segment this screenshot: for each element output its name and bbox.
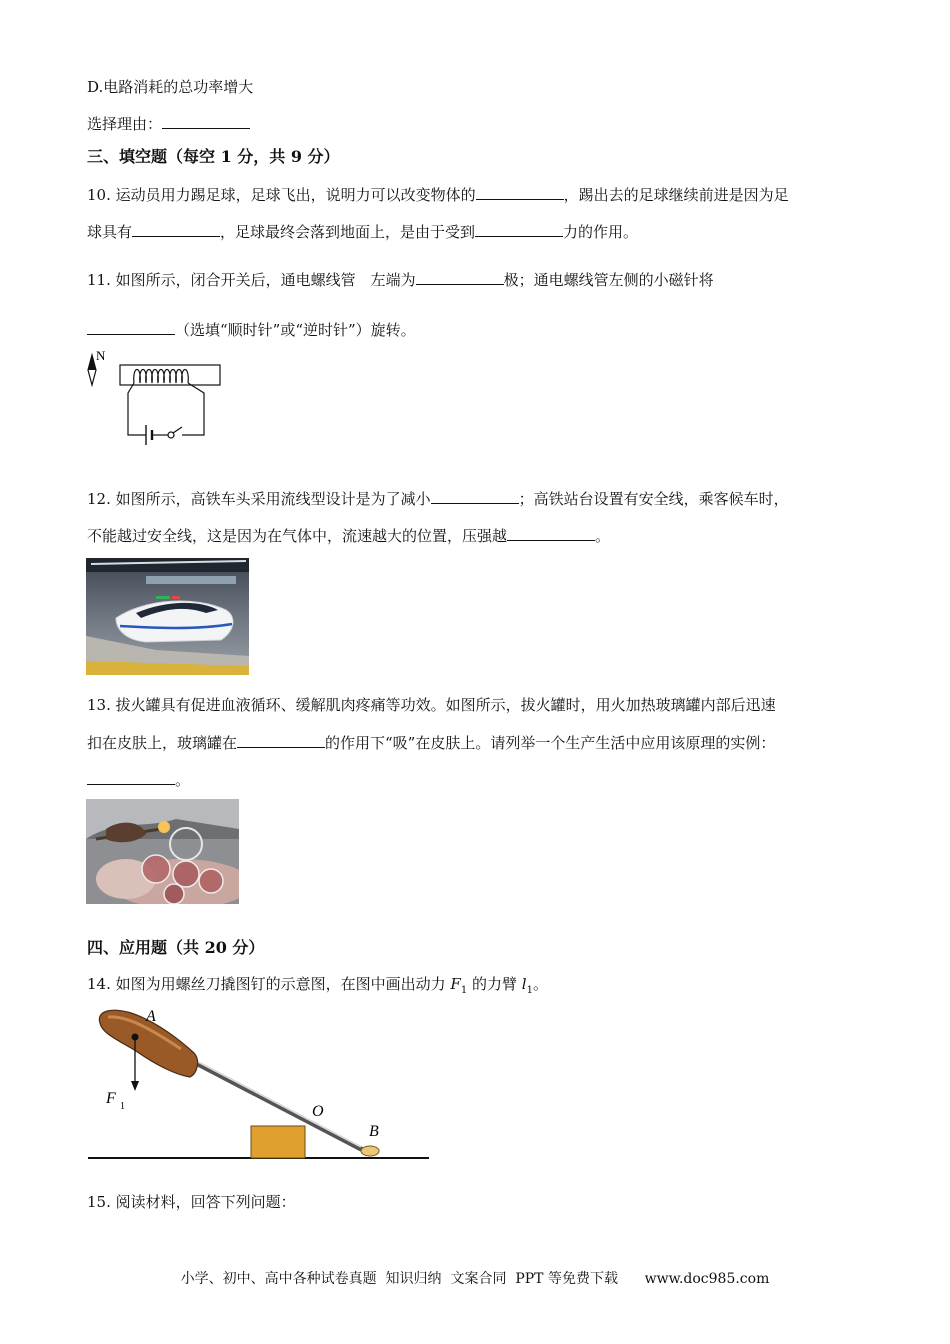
high-speed-train-photo	[86, 558, 249, 675]
section4-title: 四、应用题（共 20 分）	[87, 938, 265, 957]
q12-line2	[87, 524, 610, 547]
wire-left	[128, 383, 146, 435]
reason-blank[interactable]	[162, 112, 250, 129]
section3-title: 三、填空题（每空 1 分，共 9 分）	[87, 147, 340, 166]
screwdriver-lever-figure	[86, 1003, 431, 1163]
q13-blank2[interactable]	[87, 768, 175, 785]
q12-text1: 12. 如图所示，高铁车头采用流线型设计是为了减小	[87, 490, 431, 508]
switch-lever[interactable]	[173, 427, 182, 433]
q11-blank1[interactable]	[416, 268, 504, 285]
q13-blank1[interactable]	[237, 731, 325, 748]
solenoid-circuit-figure	[84, 345, 229, 450]
label-a: A	[146, 1008, 156, 1025]
q11-text2: 极；通电螺线管左侧的小磁针将	[503, 271, 714, 289]
option-d: D.电路消耗的总功率增大	[87, 78, 254, 96]
q10-text5: 力的作用。	[563, 223, 639, 241]
needle-n-label: N	[96, 348, 106, 363]
q14-force-sub: 1	[460, 985, 468, 996]
compass-needle-north	[88, 355, 96, 370]
q13-line2	[87, 731, 775, 754]
reason-label: 选择理由：	[87, 115, 163, 133]
q11-blank2[interactable]	[87, 318, 175, 335]
q10-blank1[interactable]	[476, 183, 564, 200]
cupping-therapy-photo	[86, 799, 239, 904]
q11-text3: （选填“顺时针”或“逆时针”）旋转。	[175, 321, 416, 339]
q13-line1: 13. 拔火罐具有促进血液循环、缓解肌肉疼痛等功效。如图所示，拔火罐时，用火加热玻璃罐内部后迅速	[87, 696, 776, 714]
support-block	[251, 1126, 305, 1158]
q12-text4: 。	[595, 527, 611, 545]
q10-text2: ，踢出去的足球继续前进是因为足	[563, 186, 789, 204]
solenoid-coil	[134, 370, 189, 384]
q12-blank2[interactable]	[507, 524, 595, 541]
reason-line	[87, 112, 250, 135]
q14-text3: 。	[532, 975, 548, 993]
force-arrow-head	[131, 1081, 139, 1091]
q12-blank1[interactable]	[431, 487, 519, 504]
q10-text4: ，足球最终会落到地面上，是由于受到	[220, 223, 476, 241]
label-f1: F	[106, 1090, 116, 1107]
q10-line2	[87, 220, 638, 243]
q13-text2: 扣在皮肤上，玻璃罐在	[87, 734, 238, 752]
label-o: O	[312, 1103, 324, 1120]
q10-blank3[interactable]	[475, 220, 563, 237]
wire-right	[182, 383, 204, 435]
q10-text3: 球具有	[87, 223, 133, 241]
q13-text4: 。	[175, 771, 191, 789]
page-footer: 小学、初中、高中各种试卷真题 知识归纳 文案合同 PPT 等免费下载 www.doc985.com	[180, 1271, 770, 1287]
q12-line1	[87, 487, 789, 510]
q11-text1: 11. 如图所示，闭合开关后，通电螺线管 左端为	[87, 271, 416, 289]
q14-line	[87, 973, 548, 1002]
q11-line1	[87, 268, 714, 291]
q13-line3	[87, 768, 190, 791]
q11-line2	[87, 318, 416, 341]
label-f1-sub: 1	[120, 1101, 125, 1112]
q14-arm-sub: 1	[526, 985, 533, 996]
q12-text3: 不能越过安全线，这是因为在气体中，流速越大的位置，压强越	[87, 527, 508, 545]
q14-text2: 的力臂	[467, 975, 522, 993]
q10-line1	[87, 183, 789, 206]
q12-text2: ；高铁站台设置有安全线，乘客候车时，	[518, 490, 789, 508]
pushpin-head	[361, 1146, 379, 1156]
q14-force-symbol: F	[450, 975, 461, 993]
q14-arm-symbol: l	[521, 975, 527, 993]
q10-text1: 10. 运动员用力踢足球，足球飞出，说明力可以改变物体的	[87, 186, 476, 204]
q14-text1: 14. 如图为用螺丝刀撬图钉的示意图，在图中画出动力	[87, 975, 451, 993]
q13-text3: 的作用下“吸”在皮肤上。请列举一个生产生活中应用该原理的实例：	[325, 734, 776, 752]
q10-blank2[interactable]	[132, 220, 220, 237]
q15-line: 15. 阅读材料，回答下列问题：	[87, 1193, 296, 1211]
label-b: B	[369, 1123, 379, 1140]
